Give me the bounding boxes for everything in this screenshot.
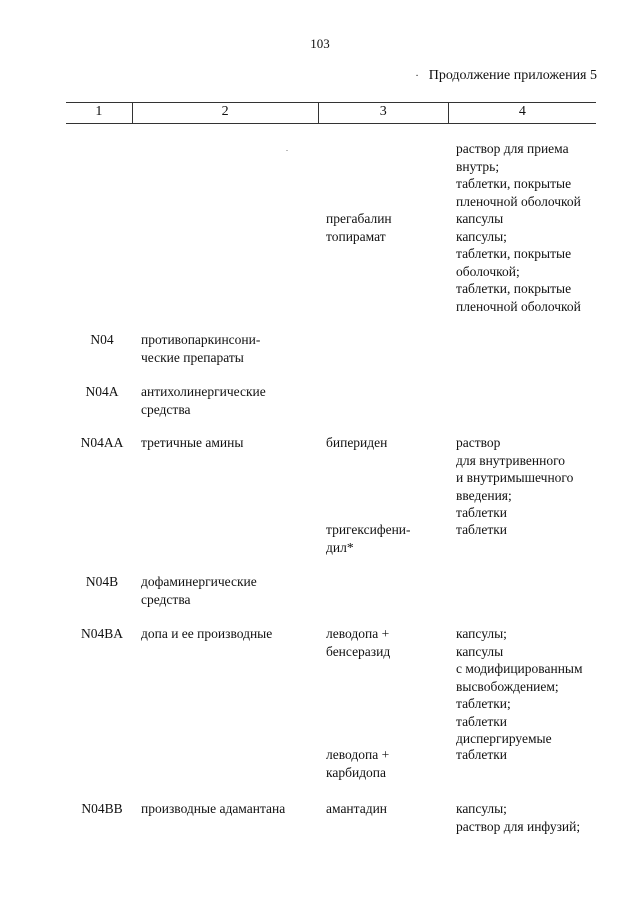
dosage-forms-cell: раствор для внутривенного и внутримышечного введения; таблетки xyxy=(456,435,574,520)
faint-mark xyxy=(286,150,288,151)
drug-cell: леводопа + бенсеразид xyxy=(326,626,391,659)
header-col-1: 1 xyxy=(66,103,133,123)
dosage-forms-cell: раствор для приема внутрь; таблетки, покрытые пленочной оболочкой xyxy=(456,141,581,209)
atc-code-cell: N04A xyxy=(85,384,119,399)
drug-cell: тригексифени- дил* xyxy=(326,522,411,555)
drug-cell: бипериден xyxy=(326,435,388,450)
dosage-forms-cell: капсулы; раствор для инфузий; xyxy=(456,801,581,834)
continuation-text: Продолжение приложения 5 xyxy=(428,68,597,83)
atc-code-cell: N04 xyxy=(90,332,114,347)
atc-code-cell: N04BA xyxy=(80,626,123,641)
drug-cell: амантадин xyxy=(326,801,388,816)
group-name-cell: противопаркинсони- ческие препараты xyxy=(141,332,261,365)
page-number: 103 xyxy=(310,36,330,51)
drug-cell: прегабалин топирамат xyxy=(326,211,392,244)
group-name-cell: антихолинергические средства xyxy=(141,384,266,417)
header-col-2: 2 xyxy=(133,103,319,123)
group-name-cell: производные адамантана xyxy=(141,801,286,816)
atc-code-cell: N04AA xyxy=(80,435,124,450)
continuation-mark: · xyxy=(415,71,419,82)
group-name-cell: допа и ее производные xyxy=(141,626,273,641)
header-col-3: 3 xyxy=(319,103,449,123)
atc-code-cell: N04B xyxy=(85,574,119,589)
header-col-4: 4 xyxy=(518,104,526,119)
drug-cell: леводопа + карбидопа xyxy=(326,747,390,780)
table-header-row xyxy=(66,102,596,124)
dosage-forms-cell: таблетки xyxy=(456,747,508,762)
continuation-caption xyxy=(415,68,597,84)
dosage-forms-cell: таблетки xyxy=(456,522,508,537)
atc-code-cell: N04BB xyxy=(81,801,123,816)
group-name-cell: дофаминергические средства xyxy=(141,574,257,607)
group-name-cell: третичные амины xyxy=(141,435,244,450)
dosage-forms-cell: капсулы; капсулы с модифицированным высвобождением; таблетки; таблетки диспергируемые xyxy=(456,626,583,746)
dosage-forms-cell: капсулы капсулы; таблетки, покрытые оболочкой; таблетки, покрытые пленочной оболочкой xyxy=(456,211,581,314)
